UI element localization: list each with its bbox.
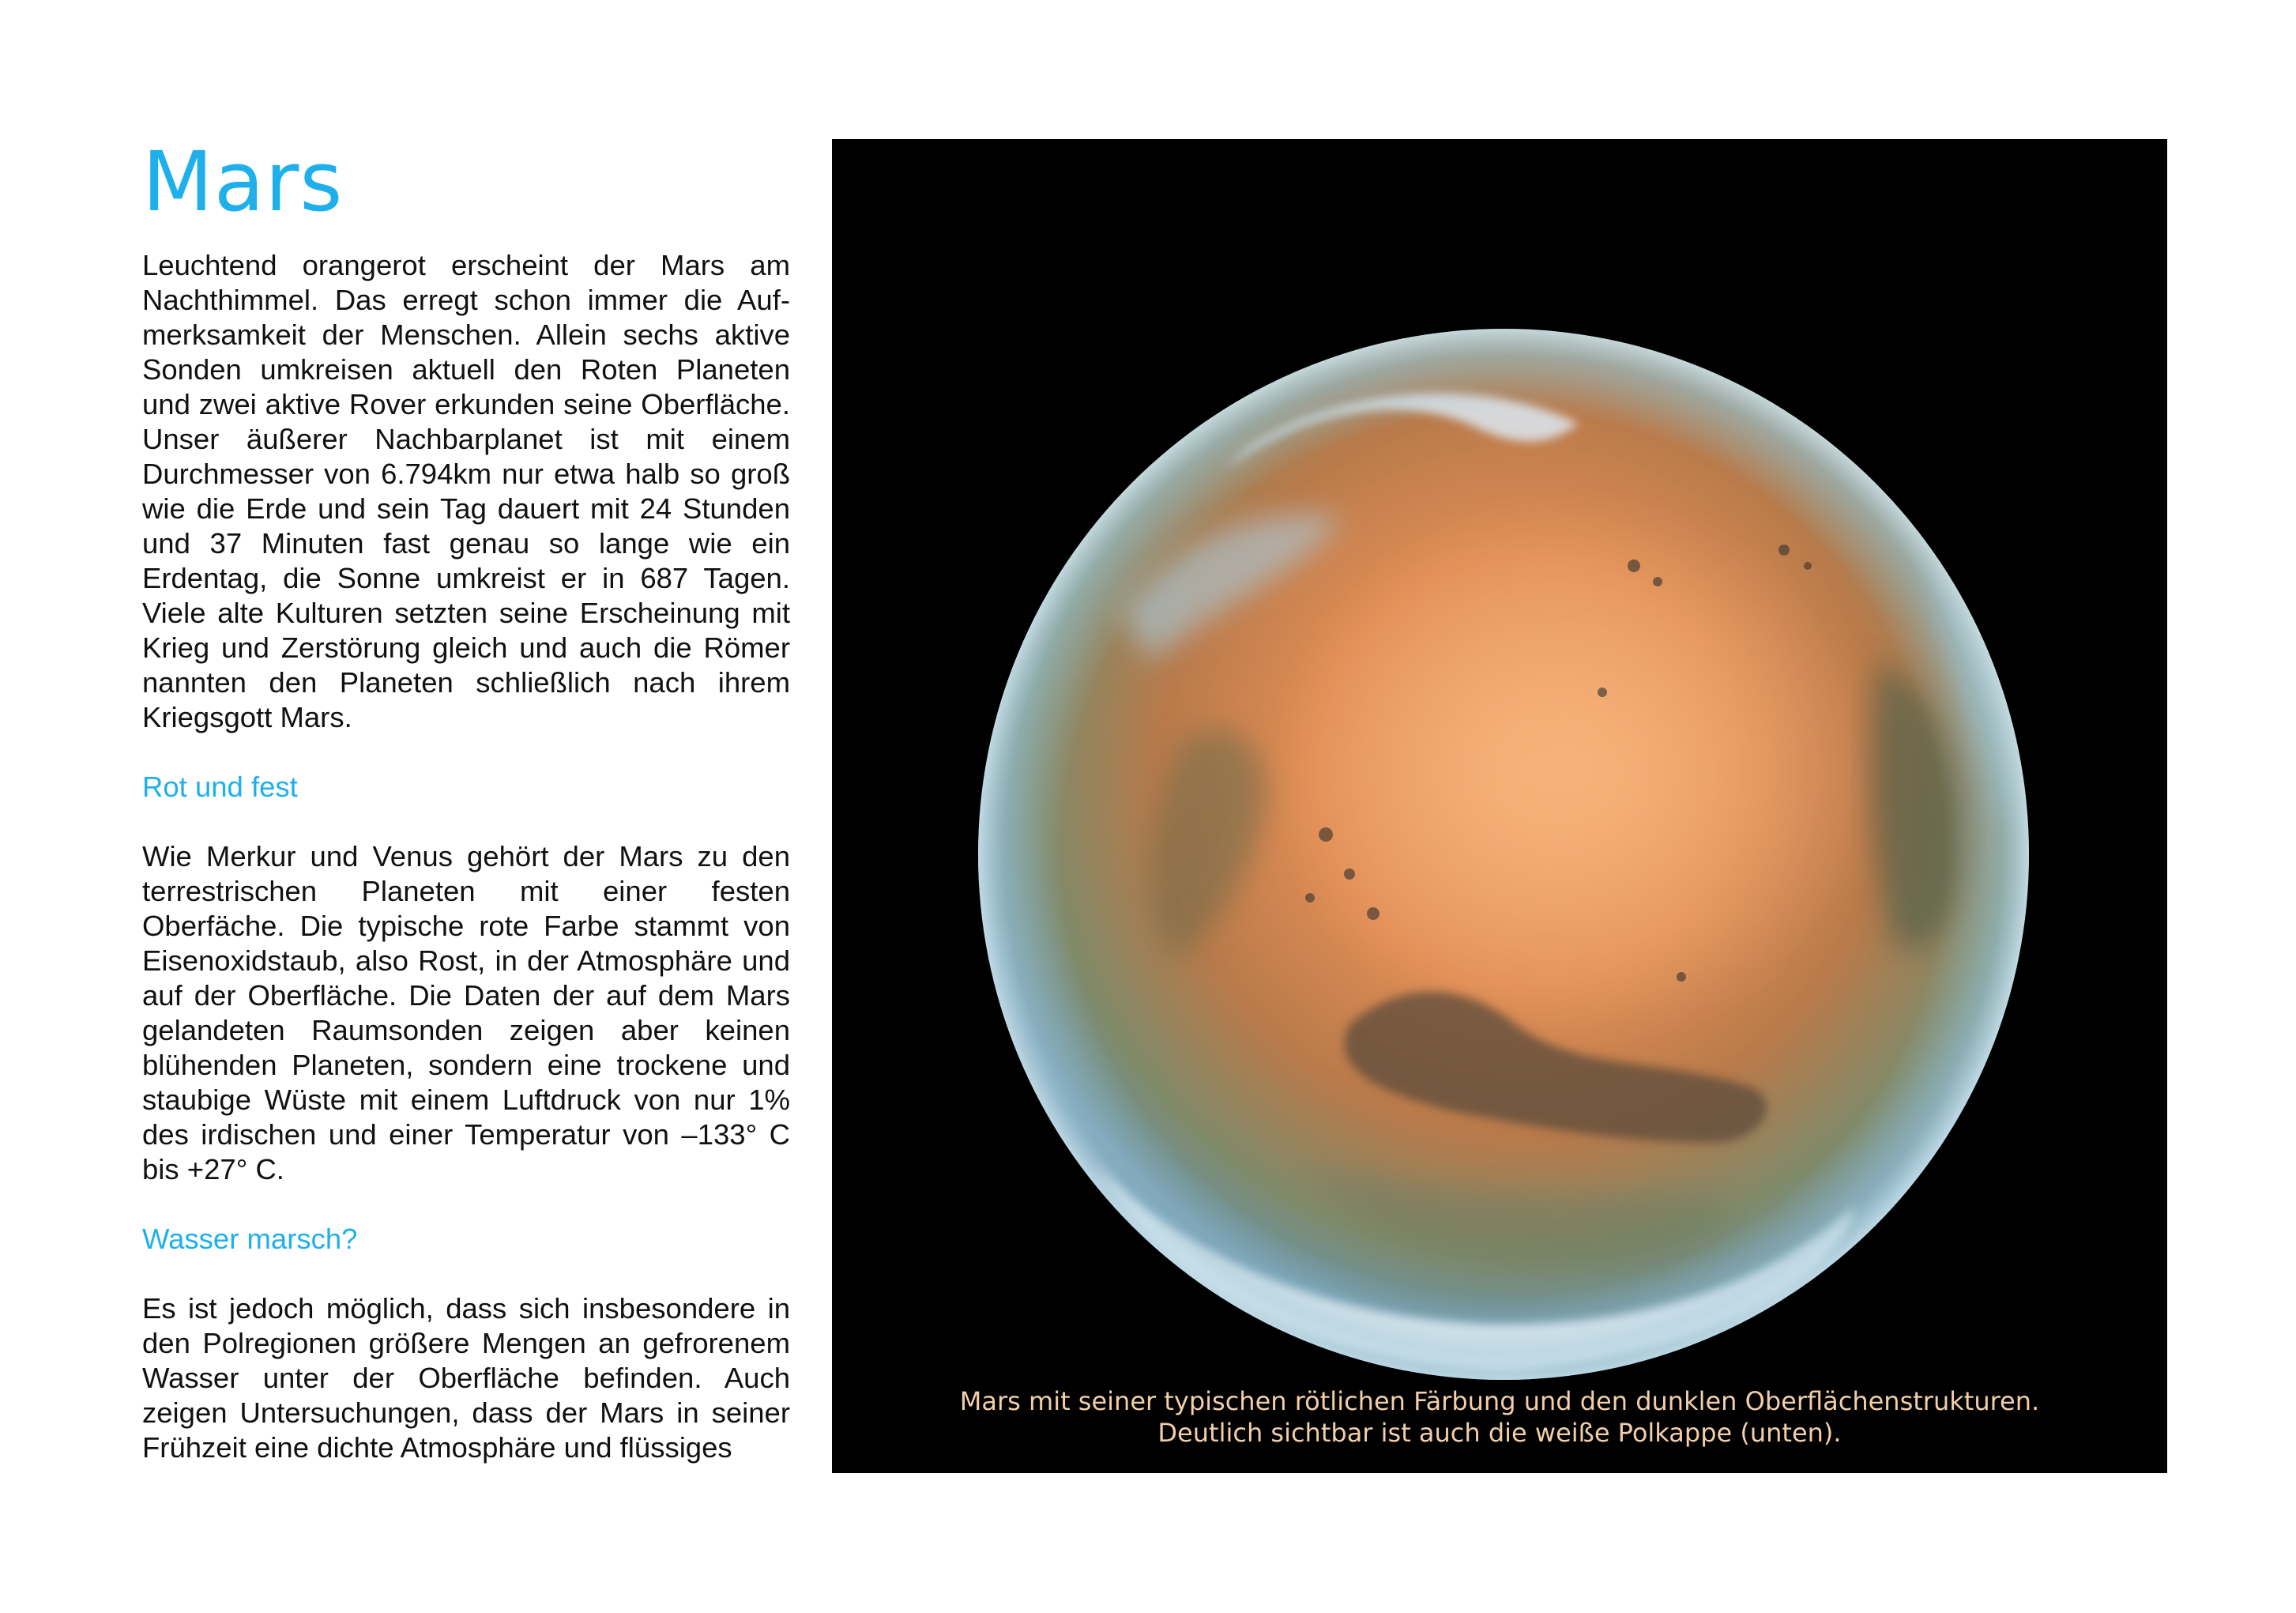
figure-caption-line-2: Deutlich sichtbar ist auch die weiße Polkappe (unten).	[1157, 1418, 1842, 1448]
section-text-rot-und-fest: Wie Merkur und Venus gehört der Mars zu den terrestrischen Planeten mit einer festen Oberfäche. Die typische rote Farbe stammt von Eisenoxidstaub, also Rost, in der Atmosphäre und auf der Oberfläche. Die Daten der auf dem Mars gelandeten Raumsonden zeigen aber keinen blühenden Planeten, sondern eine trockene und staubige Wüste mit einem Luftdruck von nur 1% des irdischen und einer Temperatur von –133° C bis +27° C.	[142, 840, 790, 1185]
intro-paragraph: Leuchtend orangerot erscheint der Mars am Nachthimmel. Das erregt schon immer die Aufmerksamkeit der Menschen. Allein sechs aktive Sonden umkreisen aktuell den Roten Planeten und zwei aktive Rover erkunden seine Oberfläche. Unser äußerer Nachbarplanet ist mit einem Durchmesser von 6.794km nur etwa halb so groß wie die Erde und sein Tag dauert mit 24 Stunden und 37 Minuten fast genau so lange wie ein Erdentag, die Sonne umkreist er in 687 Tagen. Viele alte Kulturen setzten seine Erscheinung mit Krieg und Zerstörung gleich und auch die Römer nannten den Planeten schließlich nach ihrem Kriegsgott Mars.	[142, 249, 790, 733]
figure-caption-line-1: Mars mit seiner typischen rötlichen Färbung und den dunklen Oberflächenstrukturen.	[959, 1386, 2040, 1416]
section-heading-wasser-marsch: Wasser marsch?	[142, 1223, 358, 1255]
mars-photo-panel	[832, 139, 2167, 1473]
section-text-wasser-marsch: Es ist jedoch möglich, dass sich insbesondere in den Polregionen größere Mengen an gefrorenem Wasser unter der Oberfläche befinden. Auch zeigen Untersuchungen, dass der Mars in seiner Frühzeit eine dichte Atmosphäre und flüssiges	[142, 1292, 790, 1464]
article-text-column	[142, 126, 790, 1465]
section-heading-rot-und-fest: Rot und fest	[142, 771, 298, 803]
mars-planet-image	[978, 329, 2029, 1380]
page-title: Mars	[142, 134, 344, 230]
